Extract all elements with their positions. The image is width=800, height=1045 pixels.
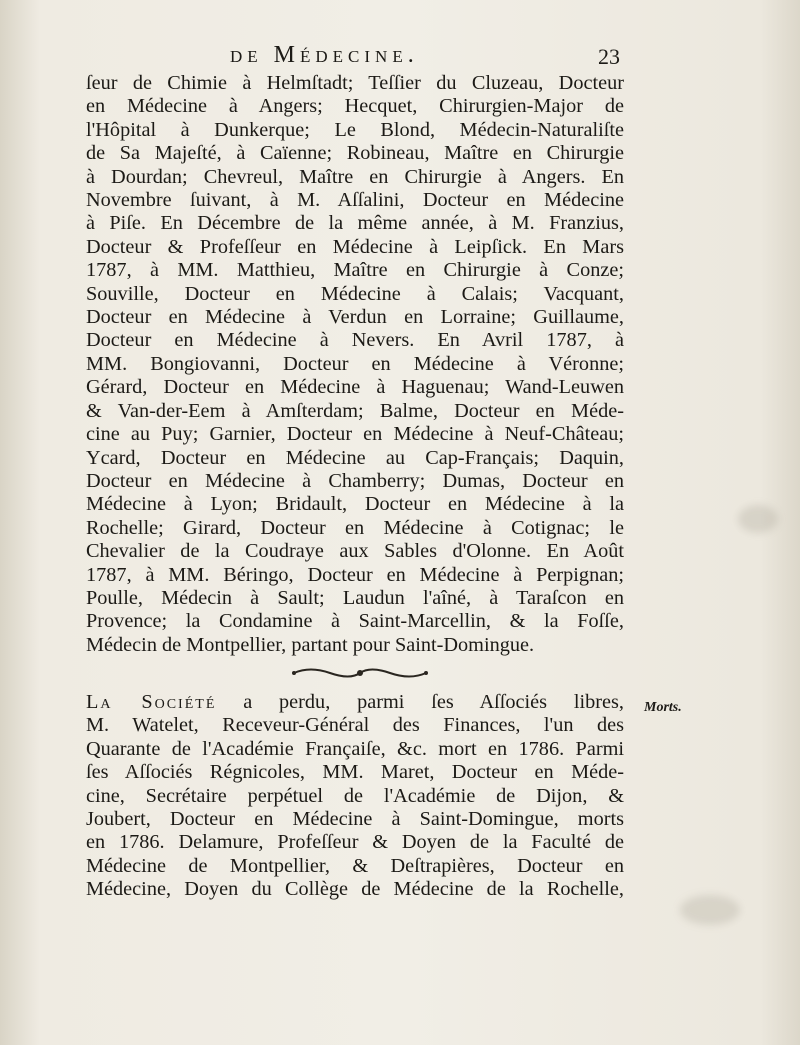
margin-note: Morts.: [644, 700, 682, 715]
text-line: M. Watelet, Receveur-Général des Finances, l'un des: [86, 714, 624, 737]
text-line: [86, 691, 624, 714]
text-line: Médecin de Montpellier, partant pour Saint-Domingue.: [86, 633, 535, 656]
text-line: 1787, à MM. Béringo, Docteur en Médecine à Perpignan;: [86, 563, 624, 586]
text-line: Rochelle; Girard, Docteur en Médecine à Cotignac; le: [86, 516, 624, 539]
text-line: Novembre ſuivant, à M. Aſſalini, Docteur en Médecine: [86, 189, 624, 212]
text-line: à Piſe. En Décembre de la même année, à M. Franzius,: [86, 212, 624, 235]
text-line: MM. Bongiovanni, Docteur en Médecine à Véronne;: [86, 352, 624, 375]
text-line: de Sa Majeſté, à Caïenne; Robineau, Maître en Chirurgie: [86, 142, 624, 165]
text-line: Quarante de l'Académie Françaiſe, &c. mort en 1786. Parmi: [86, 737, 624, 760]
text-line: ſeur de Chimie à Helmſtadt; Teſſier du Cluzeau, Docteur: [86, 72, 624, 94]
running-title: de Médecine.: [230, 42, 419, 68]
page-number: 23: [598, 44, 620, 69]
text-line: à Dourdan; Chevreul, Maître en Chirurgie à Angers. En: [86, 165, 624, 188]
text-line: l'Hôpital à Dunkerque; Le Blond, Médecin-Naturaliſte: [86, 118, 624, 141]
text-line: Provence; la Condamine à Saint-Marcellin, & la Foſſe,: [86, 610, 624, 633]
text-run: a perdu, parmi ſes Aſſociés libres,: [216, 691, 624, 713]
small-caps-lead: La Société: [86, 691, 217, 713]
stain: [738, 505, 778, 533]
text-line: Docteur en Médecine à Chamberry; Dumas, Docteur en: [86, 469, 624, 492]
text-line: Médecine à Lyon; Bridault, Docteur en Médecine à la: [86, 493, 624, 516]
text-line: en Médecine à Angers; Hecquet, Chirurgien-Major de: [86, 95, 624, 118]
paragraph-continued: [86, 72, 624, 657]
text-line: 1787, à MM. Matthieu, Maître en Chirurgie à Conze;: [86, 259, 624, 282]
text-line: ſes Aſſociés Régnicoles, MM. Maret, Docteur en Méde-: [86, 761, 624, 784]
text-line: Médecine de Montpellier, & Deſtrapières, Docteur en: [86, 854, 624, 877]
text-line: Gérard, Docteur en Médecine à Haguenau; Wand-Leuwen: [86, 376, 624, 399]
text-line: & Van-der-Eem à Amſterdam; Balme, Docteur en Méde-: [86, 399, 624, 422]
paragraph-deaths: [86, 691, 624, 902]
text-line: cine, Secrétaire perpétuel de l'Académie de Dijon, &: [86, 784, 624, 807]
text-line: en 1786. Delamure, Profeſſeur & Doyen de la Faculté de: [86, 831, 624, 854]
ornament-divider: [290, 664, 430, 682]
text-line: Poulle, Médecin à Sault; Laudun l'aîné, à Taraſcon en: [86, 586, 624, 609]
text-line: Docteur & Profeſſeur en Médecine à Leipſick. En Mars: [86, 235, 624, 258]
stain: [680, 895, 740, 925]
text-line: Joubert, Docteur en Médecine à Saint-Domingue, morts: [86, 808, 624, 831]
text-line: Docteur en Médecine à Nevers. En Avril 1787, à: [86, 329, 624, 352]
page-header: [0, 40, 800, 76]
text-line: cine au Puy; Garnier, Docteur en Médecine à Neuf-Château;: [86, 423, 624, 446]
text-line: Médecine, Doyen du Collège de Médecine de la Rochelle,: [86, 878, 624, 901]
text-line: Chevalier de la Coudraye aux Sables d'Olonne. En Août: [86, 540, 624, 563]
text-line: Ycard, Docteur en Médecine au Cap-Français; Daquin,: [86, 446, 624, 469]
text-line: Docteur en Médecine à Verdun en Lorraine; Guillaume,: [86, 306, 624, 329]
text-line: Souville, Docteur en Médecine à Calais; Vacquant,: [86, 282, 624, 305]
